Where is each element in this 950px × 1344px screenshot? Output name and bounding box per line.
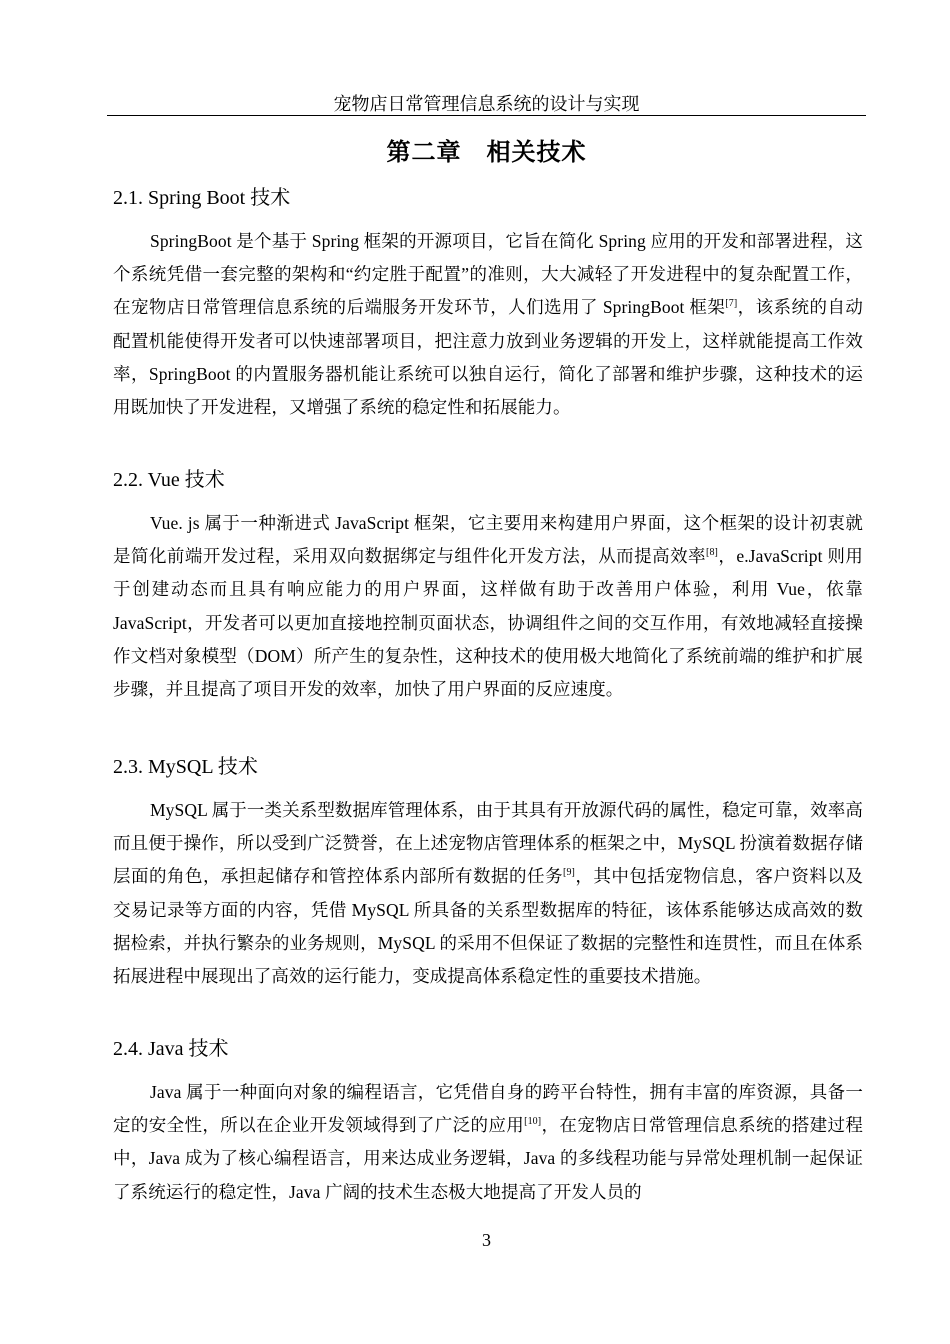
- citation: [7]: [725, 298, 738, 310]
- section-body-2-3: [113, 794, 863, 993]
- citation: [8]: [706, 547, 718, 559]
- section-heading-2-3: 2.3. MySQL 技术: [113, 756, 258, 778]
- body-text: SpringBoot 是个基于 Spring 框架的开源项目，它旨在简化 Spring 应用的开发和部署进程，这个系统凭借一套完整的架构和“约定胜于配置”的准则，大大减轻了开发进程中的复杂配置工作，在宠物店日常管理信息系统的后端服务开发环节，人们选用了 SpringBoot 框架: [113, 231, 863, 318]
- body-text: Java 属于一种面向对象的编程语言，它凭借自身的跨平台特性，拥有丰富的库资源，具备一定的安全性，所以在企业开发领域得到了广泛的应用: [113, 1082, 863, 1136]
- body-text: MySQL 属于一类关系型数据库管理体系，由于其具有开放源代码的属性，稳定可靠，效率高而且便于操作，所以受到广泛赞誉，在上述宠物店管理体系的框架之中，MySQL 扮演着数据存储层面的角色，承担起储存和管控体系内部所有数据的任务: [113, 800, 863, 887]
- header-rule: [107, 115, 866, 116]
- body-text: ，该系统的自动配置机能使得开发者可以快速部署项目，把注意力放到业务逻辑的开发上，这样就能提高工作效率，SpringBoot 的内置服务器机能让系统可以独自运行，简化了部署和维护步骤，这种技术的运用既加快了开发进程，又增强了系统的稳定性和拓展能力。: [113, 297, 864, 418]
- chapter-title: 第二章 相关技术: [386, 138, 587, 166]
- body-text: ，e.JavaScript 则用于创建动态而且具有响应能力的用户界面，这样做有助于改善用户体验，利用 Vue，依靠 JavaScript，开发者可以更加直接地控制页面状态，协调组件之间的交互作用，有效地减轻直接操作文档对象模型（DOM）所产生的复杂性，这种技术的使用极大地简化了系统前端的维护和扩展步骤，并且提高了项目开发的效率，加快了用户界面的反应速度。: [113, 546, 863, 700]
- section-body-2-4: [113, 1076, 863, 1209]
- section-body-2-2: [113, 507, 863, 706]
- section-heading-2-1: 2.1. Spring Boot 技术: [113, 187, 291, 209]
- section-heading-2-4: 2.4. Java 技术: [113, 1038, 229, 1060]
- section-body-2-1: [113, 225, 863, 424]
- body-text: ，其中包括宠物信息，客户资料以及交易记录等方面的内容，凭借 MySQL 所具备的关系型数据库的特征，该体系能够达成高效的数据检索，并执行繁杂的业务规则，MySQL 的采用不但保证了数据的完整性和连贯性，而且在体系拓展进程中展现出了高效的运行能力，变成提高体系稳定性的重要技术措施。: [113, 866, 863, 987]
- body-text: ，在宠物店日常管理信息系统的搭建过程中，Java 成为了核心编程语言，用来达成业务逻辑，Java 的多线程功能与异常处理机制一起保证了系统运行的稳定性，Java 广阔的技术生态极大地提高了开发人员的: [113, 1115, 863, 1202]
- body-text: Vue. js 属于一种渐进式 JavaScript 框架，它主要用来构建用户界面，这个框架的设计初衷就是简化前端开发过程，采用双向数据绑定与组件化开发方法，从而提高效率: [113, 513, 863, 567]
- section-heading-2-2: 2.2. Vue 技术: [113, 469, 225, 491]
- citation: [10]: [524, 1116, 542, 1128]
- page-number: 3: [482, 1230, 491, 1250]
- running-header: 宠物店日常管理信息系统的设计与实现: [333, 94, 640, 114]
- citation: [9]: [563, 867, 575, 879]
